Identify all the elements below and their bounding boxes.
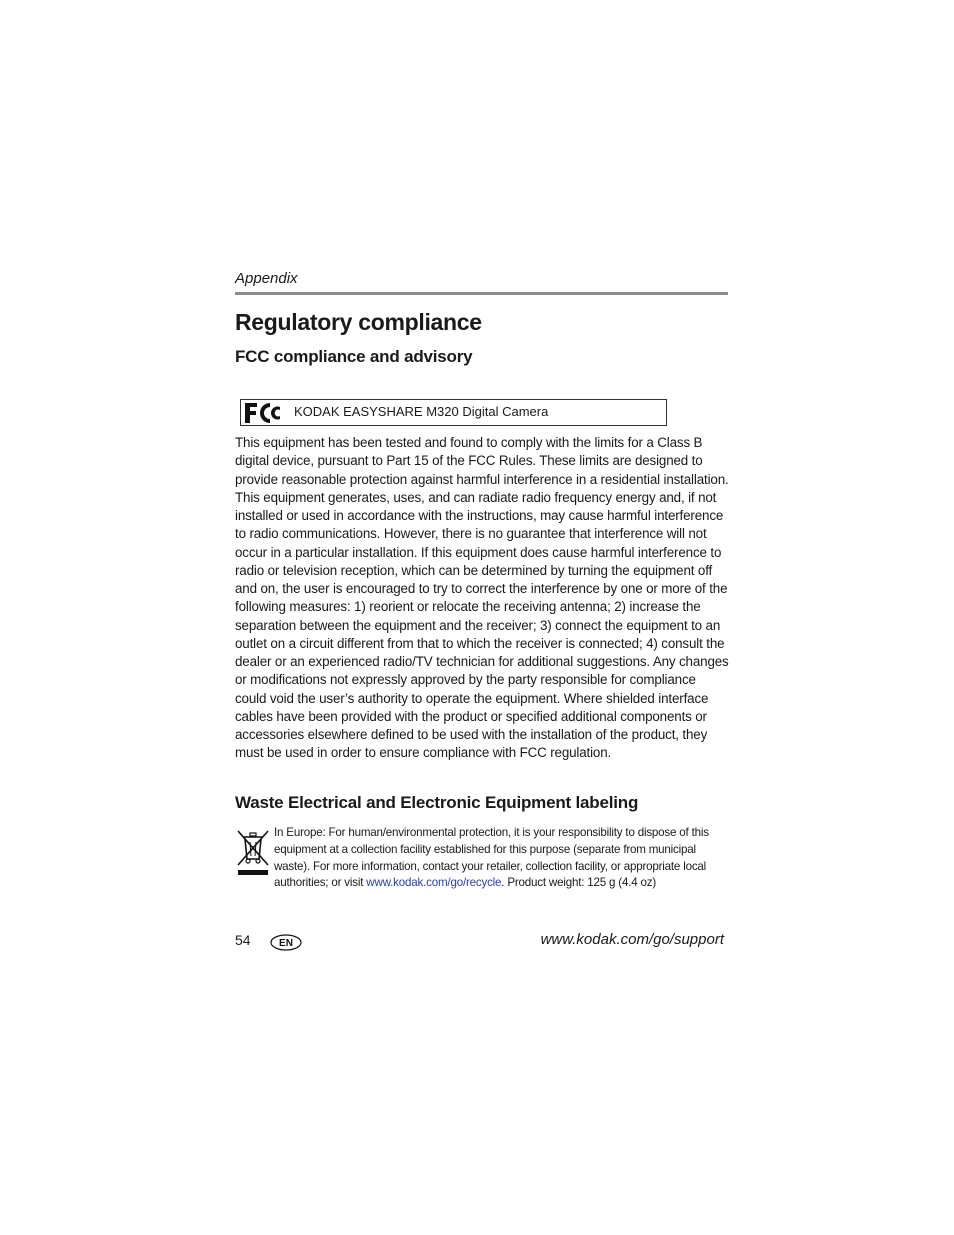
recycle-link[interactable]: www.kodak.com/go/recycle xyxy=(366,876,502,890)
page-number: 54 xyxy=(235,932,251,948)
support-url[interactable]: www.kodak.com/go/support xyxy=(540,931,724,948)
page-title: Regulatory compliance xyxy=(235,309,482,335)
weee-text-after-link: . Product weight: 125 g (4.4 oz) xyxy=(501,876,657,890)
fcc-product-box xyxy=(240,399,667,426)
weee-text xyxy=(274,825,734,892)
header-rule xyxy=(235,292,728,295)
section-label: Appendix xyxy=(235,270,298,287)
fcc-product-label: KODAK EASYSHARE M320 Digital Camera xyxy=(294,404,549,419)
weee-text-before-link: In Europe: For human/environmental protection, it is your responsibility to dispose of this equipment at a collection facility established for this purpose (separate from municipal waste). For more information, contact your retailer, collection facility, or appropriate local authorities; or visit xyxy=(274,826,709,890)
weee-heading: Waste Electrical and Electronic Equipment labeling xyxy=(235,793,639,812)
fcc-body-text: This equipment has been tested and found to comply with the limits for a Class B digital device, pursuant to Part 15 of the FCC Rules. These limits are designed to provide reasonable protection against harmful interference in a residential installation. This equipment generates, uses, and can radiate radio frequency energy and, if not installed or used in accordance with the instructions, may cause harmful interference to radio communications. However, there is no guarantee that interference will not occur in a particular installation. If this equipment does cause harmful interference to radio or television reception, which can be determined by turning the equipment off and on, the user is encouraged to try to correct the interference by one or more of the following measures: 1) reorient or relocate the receiving antenna; 2) increase the separation between the equipment and the receiver; 3) connect the equipment to an outlet on a circuit different from that to which the receiver is connected; 4) consult the dealer or an experienced radio/TV technician for additional suggestions. Any changes or modifications not expressly approved by the party responsible for compliance could void the user’s authority to operate the equipment. Where shielded interface cables have been provided with the product or specified additional components or accessories elsewhere defined to be used with the installation of the product, they must be used in order to ensure compliance with FCC regulation. xyxy=(235,435,729,761)
crossed-out-bin-icon xyxy=(236,827,270,877)
fcc-heading: FCC compliance and advisory xyxy=(235,347,473,366)
fcc-logo-icon xyxy=(243,401,283,425)
language-badge-label: EN xyxy=(279,938,293,950)
language-badge xyxy=(270,934,302,951)
